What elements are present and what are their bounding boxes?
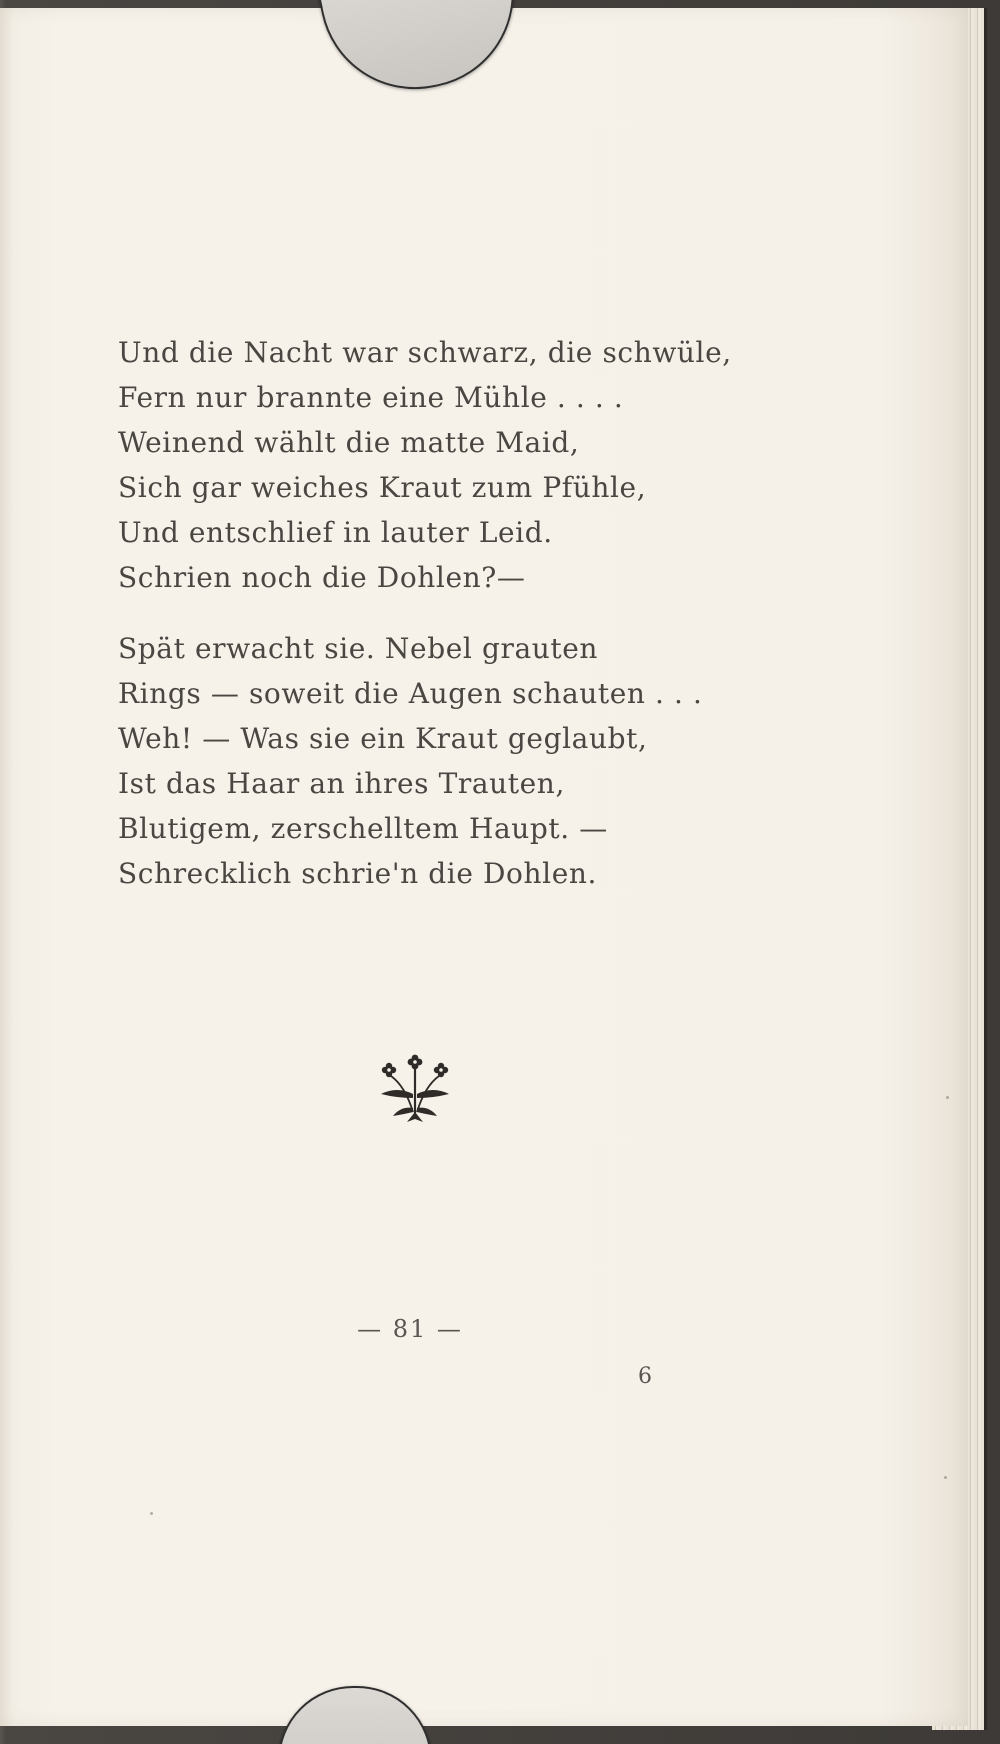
poem-line: Spät erwacht sie. Nebel grauten [118,632,599,665]
stanza-1 [118,330,758,600]
floral-vignette-icon [375,1052,455,1128]
poem-line: Schrecklich schrie'n die Dohlen. [118,857,597,890]
poem-line: Schrien noch die Dohlen?— [118,561,526,594]
page-number: — 81 — [357,1315,463,1343]
poem-line: Fern nur brannte eine Mühle . . . . [118,381,624,414]
poem-line: Und die Nacht war schwarz, die schwüle, [118,336,732,369]
poem-line: Weh! — Was sie ein Kraut geglaubt, [118,722,648,755]
paper-speck [944,1476,947,1479]
poem-line: Und entschlief in lauter Leid. [118,516,553,549]
poem-line: Sich gar weiches Kraut zum Pfühle, [118,471,647,504]
poem-line: Weinend wählt die matte Maid, [118,426,580,459]
paper-speck [150,1512,153,1515]
paper-speck [946,1096,949,1099]
stanza-2 [118,626,758,896]
poem-line: Rings — soweit die Augen schauten . . . [118,677,703,710]
poem-line: Ist das Haar an ihres Trauten, [118,767,565,800]
poem [118,330,758,896]
poem-line: Blutigem, zerschelltem Haupt. — [118,812,608,845]
signature-mark: 6 [638,1364,652,1389]
